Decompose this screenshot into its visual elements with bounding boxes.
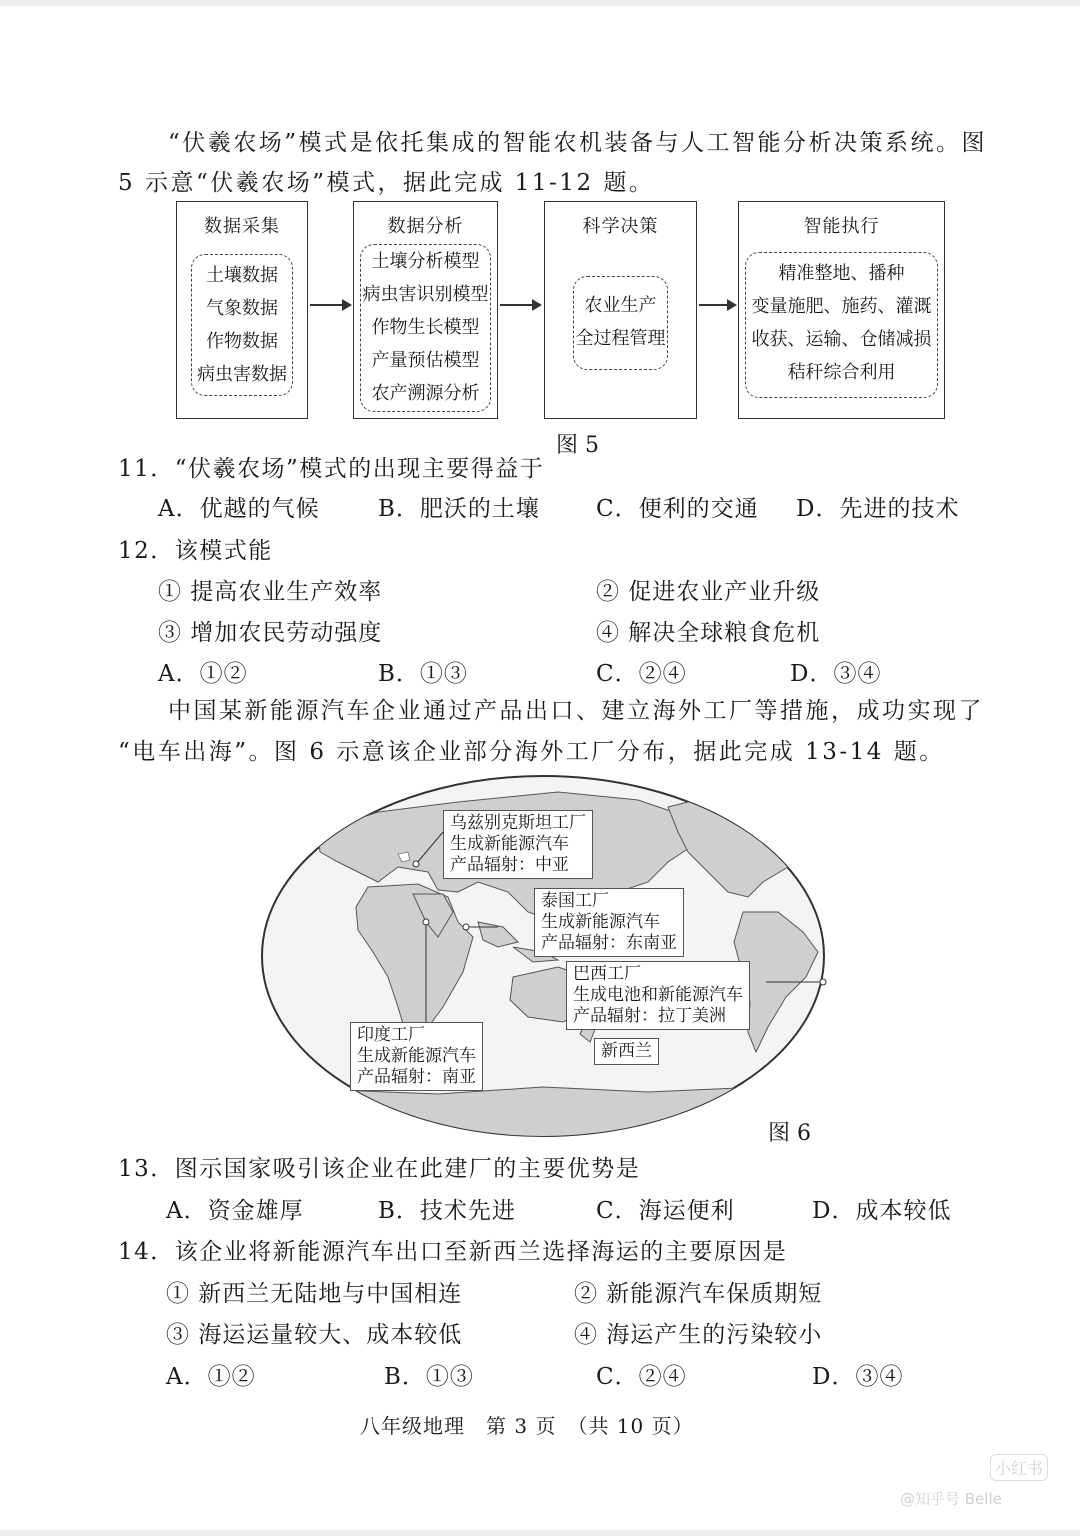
label-line: 生成新能源汽车	[357, 1046, 476, 1066]
flow-box-title: 智能执行	[803, 216, 880, 237]
q11-stem: 11．“伏羲农场”模式的出现主要得益于	[118, 456, 545, 482]
q14-option-b[interactable]: B．①③	[384, 1364, 474, 1390]
flow-arrow	[310, 304, 350, 306]
q12-statement-4: ④ 解决全球粮食危机	[596, 620, 821, 646]
flow-item: 病虫害识别模型	[362, 284, 489, 305]
q12-stem: 12．该模式能	[118, 538, 273, 564]
q12-option-c[interactable]: C．②④	[596, 661, 687, 687]
q12-option-a[interactable]: A．①②	[158, 661, 248, 687]
q12-statement-3: ③ 增加农民劳动强度	[158, 620, 383, 646]
q13-stem: 13．图示国家吸引该企业在此建厂的主要优势是	[118, 1156, 641, 1182]
flow-box-title: 数据采集	[204, 216, 280, 237]
flow-item: 农业生产	[584, 295, 657, 316]
label-line: 产品辐射：中亚	[450, 855, 569, 875]
q14-statement-4: ④ 海运产生的污染较小	[574, 1322, 823, 1348]
label-line: 产品辐射：拉丁美洲	[573, 1006, 726, 1026]
q11-option-a[interactable]: A．优越的气候	[158, 496, 320, 522]
flow-item: 产量预估模型	[371, 350, 480, 371]
page-footer: 八年级地理 第 3 页 （共 10 页）	[360, 1414, 694, 1438]
q11-option-c[interactable]: C．便利的交通	[596, 496, 759, 522]
flow-item: 土壤分析模型	[371, 251, 480, 272]
label-line: 生成新能源汽车	[450, 834, 569, 854]
flow-item: 变量施肥、施药、灌溉	[751, 296, 932, 317]
flow-box-dashed-list	[191, 254, 293, 396]
label-line: 生成新能源汽车	[541, 912, 660, 932]
flow-item: 秸秆综合利用	[787, 362, 896, 383]
flow-arrow	[500, 304, 540, 306]
flow-item: 气象数据	[206, 298, 278, 319]
flow-arrow	[699, 304, 735, 306]
flow-box-dashed-list	[745, 252, 938, 398]
intro1-line1: “伏羲农场”模式是依托集成的智能农机装备与人工智能分析决策系统。图	[168, 130, 988, 156]
q12-statement-1: ① 提高农业生产效率	[158, 579, 383, 605]
q14-statement-2: ② 新能源汽车保质期短	[574, 1281, 823, 1307]
q11-option-d[interactable]: D．先进的技术	[796, 496, 960, 522]
q14-statement-3: ③ 海运运量较大、成本较低	[166, 1322, 463, 1348]
q11-option-b[interactable]: B．肥沃的土壤	[378, 496, 540, 522]
q14-stem: 14．该企业将新能源汽车出口至新西兰选择海运的主要原因是	[118, 1239, 788, 1265]
label-uzbekistan-factory	[443, 810, 593, 879]
flow-box-smart-execution	[738, 201, 945, 419]
q12-statement-2: ② 促进农业产业升级	[596, 579, 821, 605]
flow-item: 收获、运输、仓储减损	[751, 329, 932, 350]
flow-box-dashed-list	[573, 276, 668, 370]
q13-option-c[interactable]: C．海运便利	[596, 1198, 735, 1224]
label-line: 乌兹别克斯坦工厂	[450, 813, 586, 833]
q14-option-d[interactable]: D．③④	[812, 1364, 904, 1390]
watermark-text: @知乎号 Belle	[900, 1490, 1002, 1508]
flow-box-dashed-list	[360, 244, 491, 412]
flow-box-title: 数据分析	[387, 216, 464, 237]
label-line: 产品辐射：东南亚	[541, 933, 677, 953]
figure-5-caption: 图 5	[556, 433, 599, 458]
thailand-factory-point	[463, 924, 469, 930]
uzbekistan-factory-point	[413, 861, 419, 867]
label-line: 印度工厂	[357, 1025, 425, 1045]
q14-statement-1: ① 新西兰无陆地与中国相连	[166, 1281, 463, 1307]
flow-item: 农产溯源分析	[371, 383, 480, 404]
antarctica-landmass	[258, 1087, 828, 1142]
label-thailand-factory	[534, 888, 684, 957]
label-line: 生成电池和新能源汽车	[573, 985, 743, 1005]
q12-option-d[interactable]: D．③④	[790, 661, 882, 687]
flow-item: 病虫害数据	[197, 364, 287, 385]
q13-option-a[interactable]: A．资金雄厚	[166, 1198, 304, 1224]
flow-box-scientific-decision	[544, 201, 697, 419]
label-line: 产品辐射：南亚	[357, 1067, 476, 1087]
flow-item: 全过程管理	[575, 328, 666, 349]
label-new-zealand: 新西兰	[594, 1038, 659, 1065]
flow-box-data-collection	[176, 201, 308, 419]
flow-item: 作物数据	[206, 331, 278, 352]
india-factory-point	[423, 919, 429, 925]
q14-option-a[interactable]: A．①②	[166, 1364, 256, 1390]
flow-item: 作物生长模型	[371, 317, 480, 338]
intro2-line1: 中国某新能源汽车企业通过产品出口、建立海外工厂等措施，成功实现了	[168, 698, 984, 724]
q13-option-b[interactable]: B．技术先进	[378, 1198, 516, 1224]
q12-option-b[interactable]: B．①③	[378, 661, 468, 687]
label-brazil-factory	[566, 961, 750, 1030]
flow-box-title: 科学决策	[582, 216, 659, 237]
q14-option-c[interactable]: C．②④	[596, 1364, 687, 1390]
exam-page	[0, 6, 1080, 1530]
flow-item: 精准整地、播种	[778, 263, 905, 284]
intro2-line2: “电车出海”。图 6 示意该企业部分海外工厂分布，据此完成 13-14 题。	[118, 739, 945, 765]
flow-box-data-analysis	[353, 201, 498, 419]
figure-6-caption: 图 6	[768, 1121, 811, 1146]
intro1-line2: 5 示意“伏羲农场”模式，据此完成 11-12 题。	[118, 170, 655, 196]
q13-option-d[interactable]: D．成本较低	[812, 1198, 952, 1224]
brazil-factory-point	[820, 979, 826, 985]
label-line: 泰国工厂	[541, 891, 609, 911]
watermark-logo: 小红书	[990, 1454, 1048, 1481]
flow-item: 土壤数据	[206, 265, 278, 286]
label-india-factory	[350, 1022, 483, 1091]
label-line: 巴西工厂	[573, 964, 641, 984]
